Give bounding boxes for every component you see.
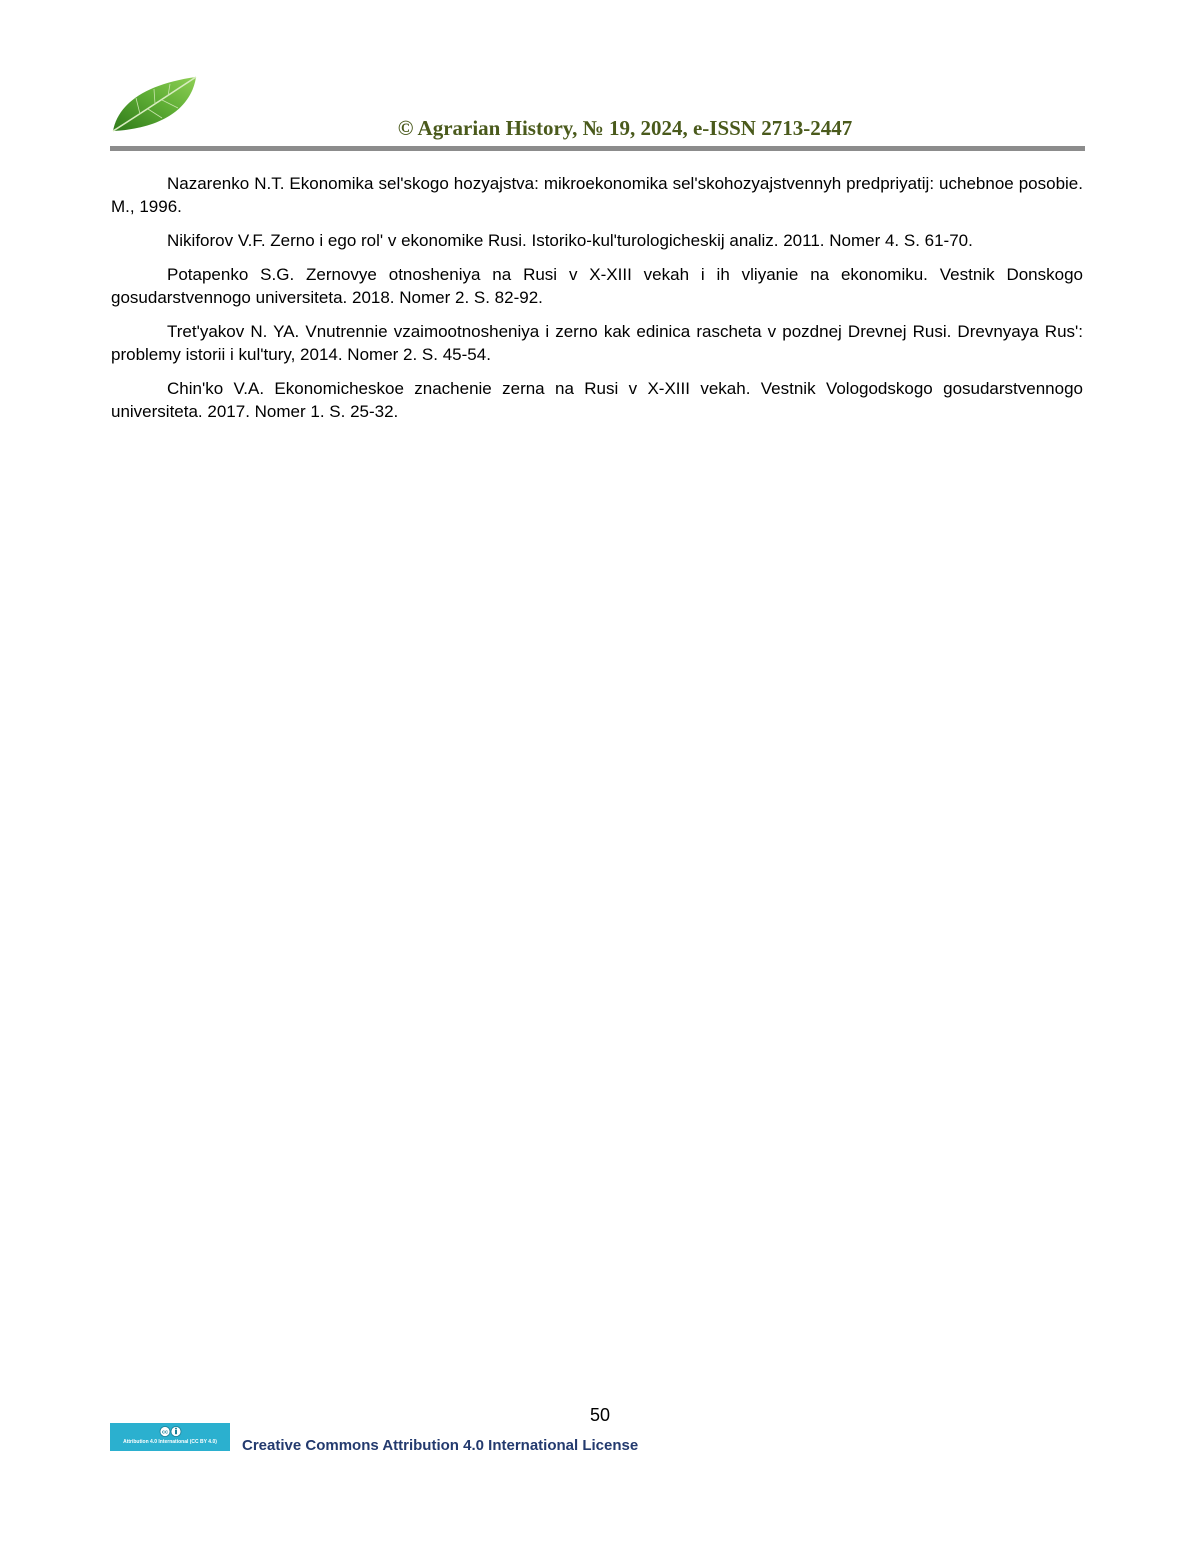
reference-item: Nikiforov V.F. Zerno i ego rol' v ekonomike Rusi. Istoriko-kul'turologicheskij analiz. 2011. Nomer 4. S. 61-70. <box>167 231 973 250</box>
reference-list <box>111 172 1083 434</box>
badge-text: Attribution 4.0 International (CC BY 4.0) <box>123 1439 217 1445</box>
license-text[interactable]: Creative Commons Attribution 4.0 International License <box>242 1437 639 1454</box>
cc-by-icon <box>110 1425 230 1438</box>
svg-text:cc: cc <box>161 1429 169 1436</box>
cc-license-badge[interactable] <box>110 1423 230 1451</box>
journal-title: © Agrarian History, № 19, 2024, e-ISSN 2713-2447 <box>397 116 853 140</box>
reference-item: Tret'yakov N. YA. Vnutrennie vzaimootnosheniya i zerno kak edinica rascheta v pozdnej Drevnej Rusi. Drevnyaya Rus': problemy istorii i kul'tury, 2014. Nomer 2. S. 45-54. <box>111 322 1083 364</box>
page-number: 50 <box>589 1405 611 1425</box>
reference-item: Nazarenko N.T. Ekonomika sel'skogo hozyajstva: mikroekonomika sel'skohozyajstvennyh predpriyatij: uchebnoe posobie. M., 1996. <box>111 174 1083 216</box>
header-rule <box>110 146 1085 151</box>
reference-item: Potapenko S.G. Zernovye otnosheniya na Rusi v X-XIII vekah i ih vliyanie na ekonomiku. Vestnik Donskogo gosudarstvennogo universiteta. 2018. Nomer 2. S. 82-92. <box>111 265 1083 307</box>
reference-item: Chin'ko V.A. Ekonomicheskoe znachenie zerna na Rusi v X-XIII vekah. Vestnik Vologodskogo gosudarstvennogo universiteta. 2017. Nomer 1. S. 25-32. <box>111 379 1083 421</box>
